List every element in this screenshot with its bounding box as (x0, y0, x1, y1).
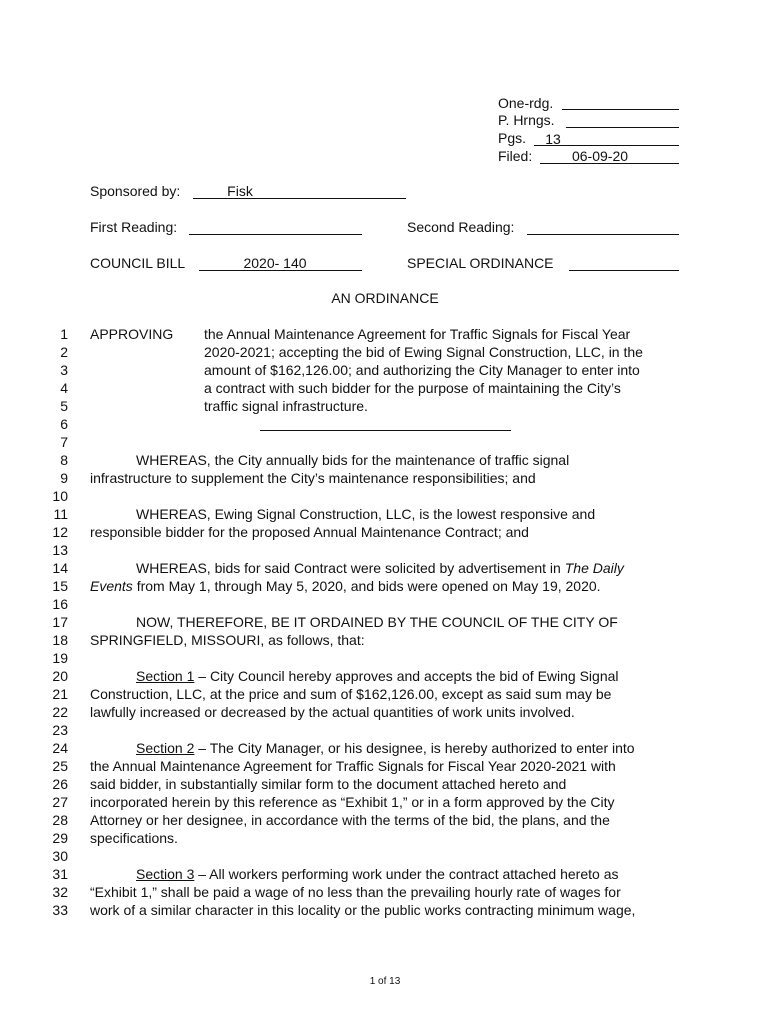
approving-line-1: the Annual Maintenance Agreement for Traffic Signals for Fiscal Year (204, 326, 631, 342)
line-number: 16 (52, 596, 68, 612)
line-number: 20 (52, 668, 68, 684)
line-number: 30 (52, 848, 68, 864)
line-number: 29 (52, 830, 68, 846)
approving-line-4: a contract with such bidder for the purpose of maintaining the City’s (204, 380, 621, 396)
one-rdg-label: One-rdg. (498, 95, 554, 111)
body-line-27: incorporated herein by this reference as “Exhibit 1,” or in a form approved by the City (90, 794, 615, 810)
line-number: 22 (52, 704, 68, 720)
pgs-label: Pgs. (498, 130, 527, 146)
second-reading-label: Second Reading: (407, 219, 515, 235)
pgs-value: 13 (545, 131, 561, 147)
page-number: 1 of 13 (369, 976, 401, 987)
line-number: 2 (60, 344, 68, 360)
line-number: 25 (52, 758, 68, 774)
p-hrngs-line (566, 127, 679, 128)
line-number: 31 (52, 866, 68, 882)
line-number: 21 (52, 686, 68, 702)
body-line-25: the Annual Maintenance Agreement for Traffic Signals for Fiscal Year 2020-2021 with (90, 758, 616, 774)
line-number: 8 (60, 452, 68, 468)
one-rdg-line (562, 109, 679, 110)
line-number: 27 (52, 794, 68, 810)
line-number: 18 (52, 632, 68, 648)
first-reading-line (189, 234, 362, 235)
line-number: 32 (52, 884, 68, 900)
body-line-26: said bidder, in substantially similar form to the document attached hereto and (90, 776, 567, 792)
approving-label: APPROVING (90, 326, 174, 342)
body-line-8: WHEREAS, the City annually bids for the maintenance of traffic signal (136, 452, 570, 468)
council-bill-value: 2020- 140 (243, 255, 307, 271)
line-number: 4 (60, 380, 68, 396)
section-3-line: Section 3 – All workers performing work under the contract attached hereto as (136, 866, 619, 882)
body-line-28: Attorney or her designee, in accordance with the terms of the bid, the plans, and the (90, 812, 610, 828)
body-line-18: SPRINGFIELD, MISSOURI, as follows, that: (90, 632, 365, 648)
body-line-33: work of a similar character in this locality or the public works contracting minimum wage, (90, 902, 636, 918)
body-line-17: NOW, THEREFORE, BE IT ORDAINED BY THE COUNCIL OF THE CITY OF (136, 614, 618, 630)
line-number: 6 (60, 416, 68, 432)
special-ordinance-label: SPECIAL ORDINANCE (407, 255, 554, 271)
sponsored-value: Fisk (227, 183, 253, 199)
ordinance-title: AN ORDINANCE (331, 290, 439, 306)
section-2-line: Section 2 – The City Manager, or his designee, is hereby authorized to enter into (136, 740, 635, 756)
line-number: 1 (60, 326, 68, 342)
p-hrngs-label: P. Hrngs. (498, 112, 555, 128)
separator-line (260, 430, 511, 431)
first-reading-label: First Reading: (90, 219, 178, 235)
line-number: 11 (53, 506, 68, 522)
section-3-heading: Section 3 (136, 866, 195, 882)
body-line-9: infrastructure to supplement the City’s maintenance responsibilities; and (90, 470, 536, 486)
line-number: 19 (52, 650, 68, 666)
second-reading-line (527, 234, 679, 235)
body-line-11: WHEREAS, Ewing Signal Construction, LLC, is the lowest responsive and (136, 506, 596, 522)
body-line-14: WHEREAS, bids for said Contract were solicited by advertisement in The Daily (136, 560, 624, 576)
line-number: 28 (52, 812, 68, 828)
approving-line-3: amount of $162,126.00; and authorizing the City Manager to enter into (204, 362, 640, 378)
body-line-12: responsible bidder for the proposed Annual Maintenance Contract; and (90, 524, 529, 540)
body-line-22: lawfully increased or decreased by the actual quantities of work units involved. (90, 704, 575, 720)
filed-value: 06-09-20 (571, 148, 629, 164)
sponsored-label: Sponsored by: (90, 183, 181, 199)
filed-label: Filed: (498, 148, 533, 164)
line-number: 26 (52, 776, 68, 792)
special-ordinance-line (569, 270, 679, 271)
section-1-line: Section 1 – City Council hereby approves and accepts the bid of Ewing Signal (136, 668, 619, 684)
body-line-21: Construction, LLC, at the price and sum of $162,126.00, except as said sum may be (90, 686, 612, 702)
section-1-heading: Section 1 (136, 668, 195, 684)
line-number: 33 (52, 902, 68, 918)
line-number: 23 (52, 722, 68, 738)
line-number: 15 (52, 578, 68, 594)
line-number: 5 (60, 398, 68, 414)
body-line-15: Events from May 1, through May 5, 2020, and bids were opened on May 19, 2020. (90, 578, 601, 594)
line-number: 9 (60, 470, 68, 486)
body-line-29: specifications. (90, 830, 178, 846)
line-number: 7 (60, 434, 68, 450)
section-2-heading: Section 2 (136, 740, 195, 756)
line-number: 13 (52, 542, 68, 558)
line-number: 10 (52, 488, 68, 504)
approving-line-2: 2020-2021; accepting the bid of Ewing Signal Construction, LLC, in the (204, 344, 643, 360)
line-number: 14 (52, 560, 68, 576)
line-number: 12 (52, 524, 68, 540)
approving-line-5: traffic signal infrastructure. (204, 398, 368, 414)
line-number: 17 (52, 614, 68, 630)
line-number: 24 (52, 740, 68, 756)
body-line-32: “Exhibit 1,” shall be paid a wage of no less than the prevailing hourly rate of wages for (90, 884, 621, 900)
line-number: 3 (60, 362, 68, 378)
council-bill-label: COUNCIL BILL (90, 255, 186, 271)
